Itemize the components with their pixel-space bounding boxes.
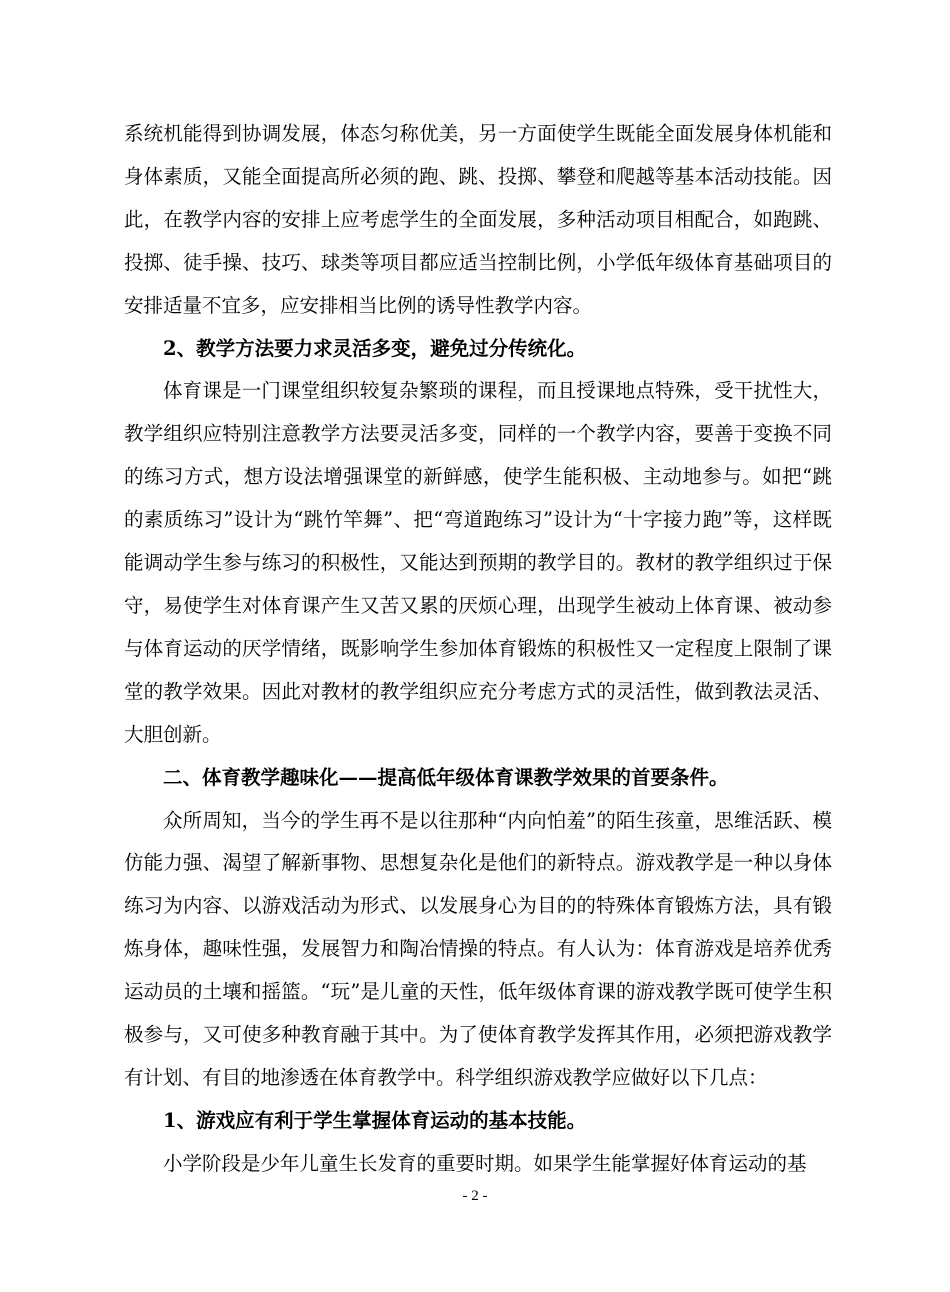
section-heading-teaching-methods: 2、教学方法要力求灵活多变，避免过分传统化。 [163, 336, 587, 360]
section-heading-basic-skills: 1、游戏应有利于学生掌握体育运动的基本技能。 [163, 1108, 587, 1132]
paragraph-gamification: 众所周知，当今的学生再不是以往那种“内向怕羞”的陌生孩童，思维活跃、模仿能力强、渴望了解新事物、思想复杂化是他们的新特点。游戏教学是一种以身体练习为内容、以游戏活动为形式、以发展身心为目的的特殊体育锻炼方法，具有锻炼身体，趣味性强，发展智力和陶冶情操的特点。有人认为：体育游戏是培养优秀运动员的土壤和摇篮。“玩”是儿童的天性，低年级体育课的游戏教学既可使学生积极参与，又可使多种教育融于其中。为了使体育教学发挥其作用，必须把游戏教学有计划、有目的地渗透在体育教学中。科学组织游戏教学应做好以下几点： [124, 808, 832, 1089]
paragraph-continuation: 系统机能得到协调发展，体态匀称优美，另一方面使学生既能全面发展身体机能和身体素质，又能全面提高所必须的跑、跳、投掷、攀登和爬越等基本活动技能。因此，在教学内容的安排上应考虑学生的全面发展，多种活动项目相配合，如跑跳、投掷、徒手操、技巧、球类等项目都应适当控制比例，小学低年级体育基础项目的安排适量不宜多，应安排相当比例的诱导性教学内容。 [124, 122, 832, 317]
page-number: - 2 - [462, 1188, 488, 1204]
paragraph-basic-skills: 小学阶段是少年儿童生长发育的重要时期。如果学生能掌握好体育运动的基 [163, 1151, 807, 1175]
paragraph-teaching-methods: 体育课是一门课堂组织较复杂繁琐的课程，而且授课地点特殊，受干扰性大，教学组织应特别注意教学方法要灵活多变，同样的一个教学内容，要善于变换不同的练习方式，想方设法增强课堂的新鲜感，使学生能积极、主动地参与。如把“跳的素质练习”设计为“跳竹竿舞”、把“弯道跑练习”设计为“十字接力跑”等，这样既能调动学生参与练习的积极性，又能达到预期的教学目的。教材的教学组织过于保守，易使学生对体育课产生又苦又累的厌烦心理，出现学生被动上体育课、被动参与体育运动的厌学情绪，既影响学生参加体育锻炼的积极性又一定程度上限制了课堂的教学效果。因此对教材的教学组织应充分考虑方式的灵活性，做到教法灵活、大胆创新。 [124, 379, 832, 746]
document-body [124, 113, 832, 1186]
section-heading-gamification: 二、体育教学趣味化——提高低年级体育课教学效果的首要条件。 [163, 765, 729, 789]
